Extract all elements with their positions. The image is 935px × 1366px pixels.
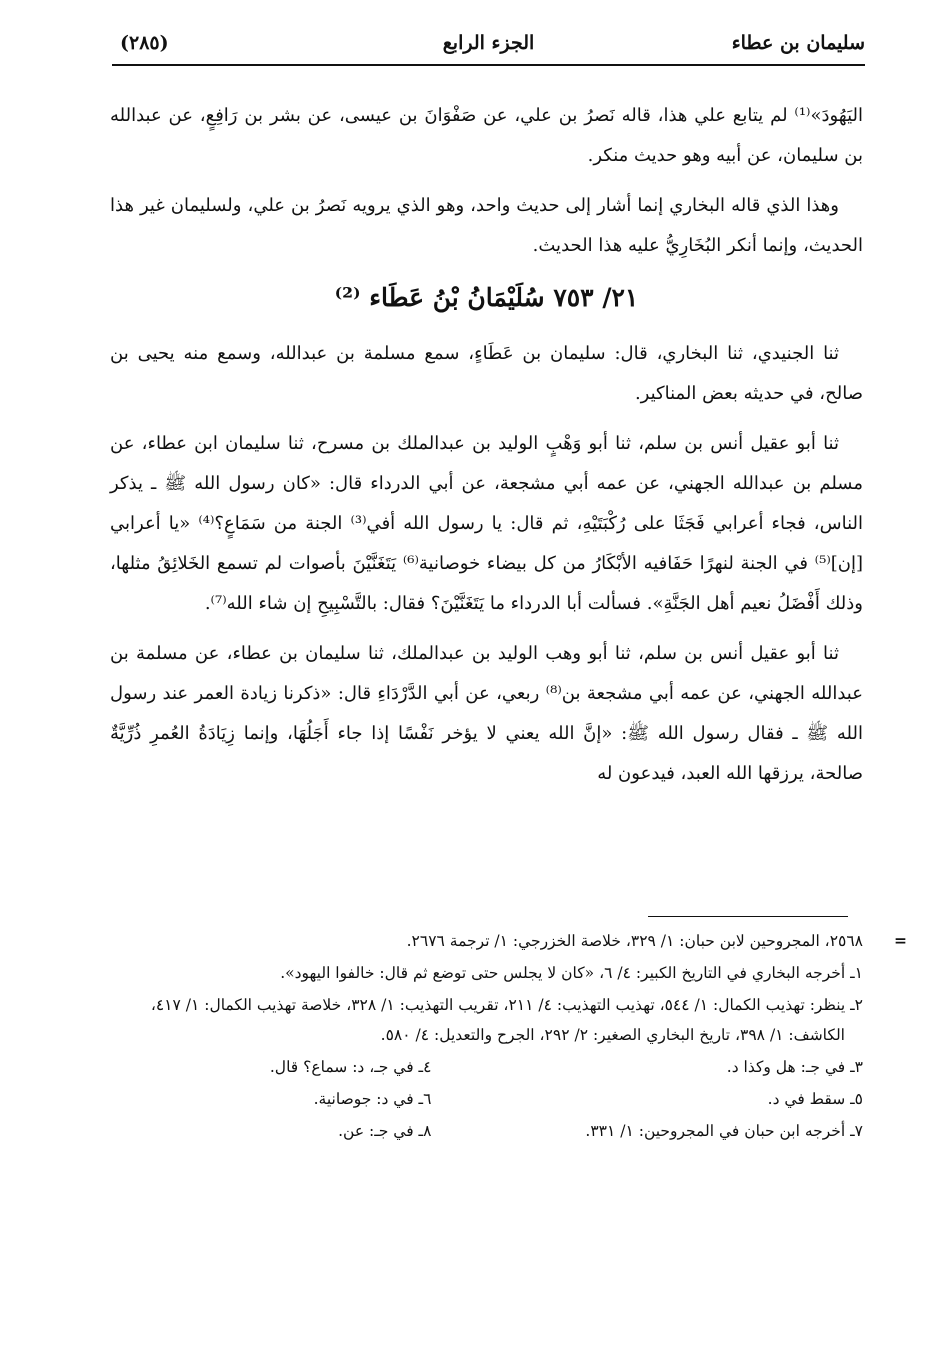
footnote-4: ٤ـ في جـ، د: سماع؟ قال.: [269, 1058, 432, 1076]
paragraph-3: ثنا الجنيدي، ثنا البخاري، قال: سليمان بن عَطَاءٍ، سمع مسلمة بن عبدالله، وسمع منه يحيى بن صالح، في حديثه بعض المناكير.: [110, 343, 863, 404]
paragraph-2: وهذا الذي قاله البخاري إنما أشار إلى حديث واحد، وهو الذي يرويه نَصرُ بن علي، ولسليمان غير هذا الحديث، وإنما أنكر البُخَارِيُّ عليه هذا الحديث.: [110, 195, 863, 256]
footnote-continued: [110, 926, 907, 956]
footnote-2: ٢ـ ينظر: تهذيب الكمال: ١/ ٥٤٤، تهذيب التهذيب: ٤/ ٢١١، تقريب التهذيب: ١/ ٣٢٨، خلاصة تهذيب الكمال: ١/ ٤١٧، الكاشف: ١/ ٣٩٨، تاريخ البخاري الصغير: ٢/ ٢٩٢، الجرح والتعديل: ٤/ ٥٨٠.: [150, 996, 863, 1044]
footnote-continued-text: ٢٥٦٨، المجروحين لابن حبان: ١/ ٣٢٩، خلاصة الخزرجي: ١/ ترجمة ٢٦٧٦.: [406, 932, 863, 950]
page-header: [112, 30, 865, 66]
footnote-row-5-6: [110, 1084, 863, 1114]
footnote-5: ٥ـ سقط في د.: [767, 1090, 863, 1108]
paragraph-1: اليَهُودَ»⁽¹⁾ لم يتابع علي هذا، قاله نَصرُ بن علي، عن صَفْوَانَ بن عيسى، عن بشر بن رَافِعٍ، عن عبدالله بن سليمان، عن أبيه وهو حديث منكر.: [110, 105, 863, 166]
paragraph-5: ثنا أبو عقيل أنس بن سلم، ثنا أبو وهب الوليد بن عبدالملك، ثنا سليمان بن عطاء، عن مسلمة بن عبدالله الجهني، عن عمه أبي مشجعة بن⁽⁸⁾ ربعي، عن أبي الدَّرْدَاءِ قال: «ذكرنا زيادة العمر عند رسول الله ﷺ ـ فقال رسول الله ﷺ: «إنَّ الله يعني لا يؤخر نَفْسًا إذا جاء أَجَلُهَا، وإنما زِيَادَةُ العُمرِ ذُرِّيَّةٌ صالحة، يرزقها الله العبد، فيدعون له: [110, 643, 863, 784]
footnote-7: ٧ـ أخرجه ابن حبان في المجروحين: ١/ ٣٣١.: [585, 1122, 863, 1140]
footnote-1: ١ـ أخرجه البخاري في التاريخ الكبير: ٤/ ٦، «كان لا يجلس حتى توضع ثم قال: خالفوا اليهود».: [280, 964, 863, 982]
footnote-3: ٣ـ في جـ: هل وكذا د.: [726, 1058, 863, 1076]
paragraph-4: ثنا أبو عقيل أنس بن سلم، ثنا أبو وَهْبٍ الوليد بن عبدالملك بن مسرح، ثنا سليمان ابن عطاء، عن مسلم بن عبدالله الجهني، عن عمه أبي مشجعة، عن أبي الدرداء قال: «كان رسول الله ﷺ ـ يذكر الناس، فجاء أعرابي فَجَثَا على رُكْبَتَيْهِ، ثم قال: يا رسول الله أفي⁽³⁾ الجنة من سَمَاعٍ؟⁽⁴⁾ «يا أعرابي [إن]⁽⁵⁾ في الجنة لنهرًا حَفَافيه الأبْكَارُ من كل بيضاء خوصانية⁽⁶⁾ يَتَغَنَّيْنَ بأصوات لم تسمع الخَلائِقُ مثلها، وذلك أَفْضَلُ نعيم أهل الجَنَّةِ». فسألت أبا الدرداء ما يَتَغَنَّيْنَ؟ فقال: بالتَّسْبِيحِ إن شاء الله⁽⁷⁾.: [110, 433, 863, 614]
continuation-marker: =: [894, 931, 907, 950]
footnotes: [110, 926, 907, 1148]
volume-title: الجزء الرابع: [442, 32, 535, 54]
footnote-6: ٦ـ في د: جوصانية.: [313, 1090, 432, 1108]
footnote-8: ٨ـ في جـ: عن.: [338, 1122, 432, 1140]
page-number: (٢٨٥): [120, 32, 169, 54]
entry-heading: ٢١/ ٧٥٣ سُلَيْمَانُ بْنُ عَطَاء ⁽²⁾: [334, 283, 639, 312]
running-title: سليمان بن عطاء: [731, 32, 865, 54]
footnote-divider: [648, 916, 848, 917]
footnote-row-7-8: [110, 1116, 863, 1146]
footnote-row-3-4: [110, 1052, 863, 1082]
main-text: [110, 96, 863, 804]
